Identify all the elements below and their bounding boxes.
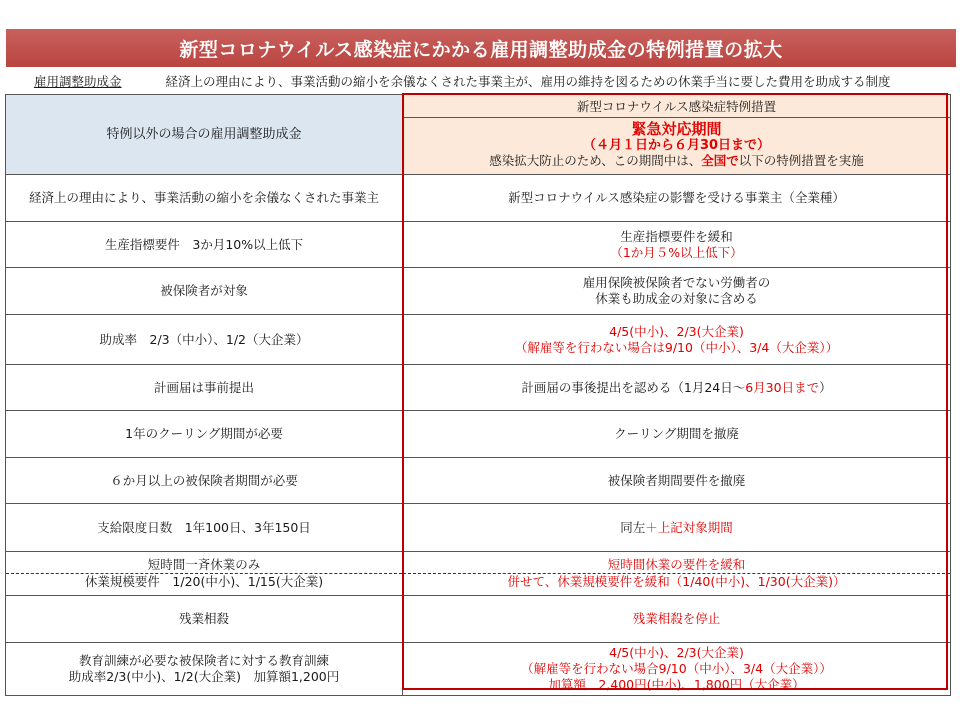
header-note-before: 感染拡大防止のため、この期間中は、 xyxy=(489,152,702,168)
emergency-label: 緊急対応期間 xyxy=(631,119,722,138)
header-left: 特例以外の場合の雇用調整助成金 xyxy=(6,95,403,175)
row-right: 新型コロナウイルス感染症の影響を受ける事業主（全業種） xyxy=(403,175,951,222)
row-right-line: 生産指標要件を緩和 xyxy=(620,228,733,244)
row-right xyxy=(403,643,951,696)
subtitle-text: 経済上の理由により、事業活動の縮小を余儀なくされた事業主が、雇用の維持を図るための休業手当に要した費用を助成する制度 xyxy=(165,74,891,89)
row-right-line: 4/5(中小)、2/3(大企業) xyxy=(609,645,744,660)
header-right xyxy=(403,95,951,175)
subtitle xyxy=(34,71,954,91)
row-left: 経済上の理由により、事業活動の縮小を余儀なくされた事業主 xyxy=(6,175,403,222)
table-row xyxy=(6,365,951,411)
table-row xyxy=(6,504,951,552)
row-right xyxy=(403,504,951,552)
row-right-line: 休業も助成金の対象に含める xyxy=(595,291,758,306)
row-left: 残業相殺 xyxy=(6,596,403,643)
row-left: 生産指標要件 3か月10%以上低下 xyxy=(6,222,403,268)
table-row xyxy=(6,222,951,268)
row-right xyxy=(403,315,951,365)
row-right-before: 計画届の事後提出を認める（1月24日～ xyxy=(521,379,746,395)
table-row xyxy=(6,315,951,365)
row-right-line: 雇用保険被保険者でない労働者の xyxy=(582,275,771,290)
table-row xyxy=(6,268,951,315)
row-right xyxy=(403,268,951,315)
row-right xyxy=(403,552,951,596)
row-left: 助成率 2/3（中小）、1/2（大企業） xyxy=(6,315,403,365)
row-right-highlight: 6月30日まで xyxy=(745,379,820,395)
row-right-line: 加算額 2,400円(中小)、1,800円（大企業） xyxy=(548,677,805,692)
row-right-line: （1か月５%以上低下） xyxy=(610,244,743,260)
row-left: ６か月以上の被保険者期間が必要 xyxy=(6,458,403,504)
row-left: 被保険者が対象 xyxy=(6,268,403,315)
page-title xyxy=(6,29,956,67)
header-note xyxy=(403,153,950,172)
row-left: 支給限度日数 1年100日、3年150日 xyxy=(6,504,403,552)
table-header-row xyxy=(6,95,951,175)
row-left: 1年のクーリング期間が必要 xyxy=(6,411,403,458)
row-right-after: ） xyxy=(819,379,832,395)
row-right-line: （解雇等を行わない場合9/10（中小）、3/4（大企業）） xyxy=(521,661,832,676)
table-row xyxy=(6,552,951,596)
row-right: 残業相殺を停止 xyxy=(403,596,951,643)
subtitle-label: 雇用調整助成金 xyxy=(34,74,122,89)
row-left xyxy=(6,643,403,696)
row-left-line: 教育訓練が必要な被保険者に対する教育訓練 xyxy=(78,653,329,668)
table-row xyxy=(6,596,951,643)
header-note-after: 以下の特例措置を実施 xyxy=(738,152,864,168)
comparison-table xyxy=(5,94,951,696)
row-right xyxy=(403,222,951,268)
row-left-line: 助成率2/3(中小)、1/2(大企業) 加算額1,200円 xyxy=(68,669,340,684)
table-row xyxy=(6,411,951,458)
row-right-line: 併せて、休業規模要件を緩和（1/40(中小)、1/30(大企業)） xyxy=(507,574,846,589)
row-right: 被保険者期間要件を撤廃 xyxy=(403,458,951,504)
row-right xyxy=(403,365,951,411)
row-left-line: 休業規模要件 1/20(中小)、1/15(大企業) xyxy=(84,574,324,589)
table-row xyxy=(6,643,951,696)
row-right-before: 同左 xyxy=(620,519,646,535)
table-row xyxy=(6,458,951,504)
row-right-line: （解雇等を行わない場合は9/10（中小）、3/4（大企業）） xyxy=(514,339,839,355)
row-left-line: 短時間一斉休業のみ xyxy=(6,552,402,574)
row-right: クーリング期間を撤廃 xyxy=(403,411,951,458)
row-left: 計画届は事前提出 xyxy=(6,365,403,411)
table-row xyxy=(6,175,951,222)
row-right-highlight: ＋上記対象期間 xyxy=(645,519,733,535)
header-note-highlight: 全国で xyxy=(701,152,739,168)
emergency-period: （４月１日から６月30日まで） xyxy=(582,137,771,153)
row-right-line: 4/5(中小)、2/3(大企業) xyxy=(609,323,744,339)
row-right-line: 短時間休業の要件を緩和 xyxy=(403,552,950,574)
row-left xyxy=(6,552,403,596)
header-right-top: 新型コロナウイルス感染症特例措置 xyxy=(403,98,950,118)
page-title-text: 新型コロナウイルス感染症にかかる雇用調整助成金の特例措置の拡大 xyxy=(179,38,783,61)
